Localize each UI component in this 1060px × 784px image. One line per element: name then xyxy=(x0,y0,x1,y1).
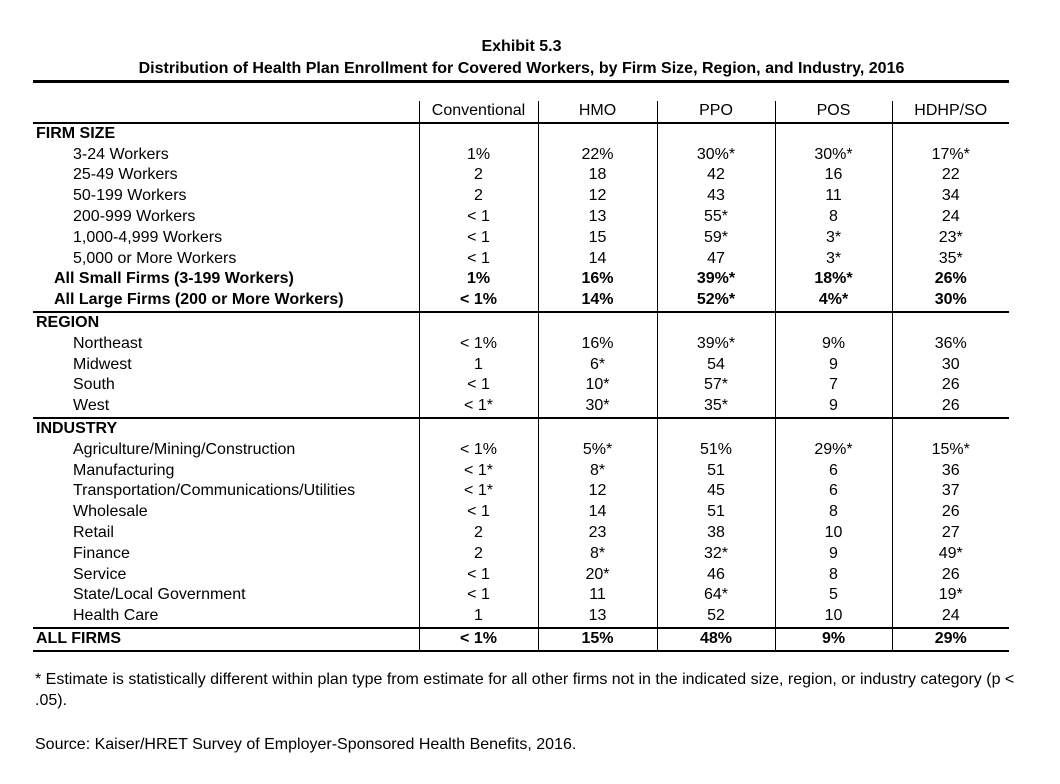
table-cell: 8 xyxy=(775,565,892,586)
table-cell: 8 xyxy=(775,207,892,228)
table-cell: 1% xyxy=(419,269,538,290)
table-row xyxy=(33,565,1009,586)
table-cell: 39%* xyxy=(657,269,775,290)
table-cell: 19* xyxy=(892,585,1009,606)
table-cell: 7 xyxy=(775,375,892,396)
table-cell: 26 xyxy=(892,565,1009,586)
table-cell: 16% xyxy=(538,334,657,355)
table-cell: < 1% xyxy=(419,628,538,651)
row-label: Agriculture/Mining/Construction xyxy=(73,440,296,458)
table-cell: 29% xyxy=(892,628,1009,651)
table-row xyxy=(33,334,1009,355)
table-cell: 37 xyxy=(892,481,1009,502)
table-cell: 34 xyxy=(892,186,1009,207)
table-cell: 23* xyxy=(892,228,1009,249)
table-row xyxy=(33,375,1009,396)
table-cell: < 1* xyxy=(419,396,538,418)
table-cell xyxy=(892,312,1009,334)
table-cell: 15% xyxy=(538,628,657,651)
table-cell: 8* xyxy=(538,544,657,565)
table-cell: 12 xyxy=(538,481,657,502)
table-cell: 1 xyxy=(419,606,538,628)
row-label: State/Local Government xyxy=(73,586,246,604)
table-cell: 6* xyxy=(538,355,657,376)
table-cell: 36% xyxy=(892,334,1009,355)
table-cell xyxy=(538,123,657,145)
table-cell: 51 xyxy=(657,461,775,482)
table-cell xyxy=(538,312,657,334)
table-cell: 10 xyxy=(775,523,892,544)
table-cell: < 1 xyxy=(419,207,538,228)
table-row xyxy=(33,585,1009,606)
table-cell: < 1 xyxy=(419,585,538,606)
table-cell: 9 xyxy=(775,544,892,565)
table-cell xyxy=(419,418,538,440)
table-cell: 26 xyxy=(892,375,1009,396)
table-cell: 35* xyxy=(892,249,1009,270)
section-label: REGION xyxy=(36,313,100,331)
subtotal-label: All Large Firms (200 or More Workers) xyxy=(33,290,419,312)
table-cell: 39%* xyxy=(657,334,775,355)
table-row xyxy=(33,207,1009,228)
column-header: POS xyxy=(775,101,892,123)
table-cell xyxy=(657,123,775,145)
title-rule xyxy=(33,80,1009,83)
table-row xyxy=(33,186,1009,207)
table-cell: 2 xyxy=(419,523,538,544)
section-header-row xyxy=(33,312,1009,334)
row-label: Wholesale xyxy=(73,503,148,521)
table-cell: 26% xyxy=(892,269,1009,290)
table-cell: 47 xyxy=(657,249,775,270)
table-row xyxy=(33,523,1009,544)
table-cell: < 1 xyxy=(419,565,538,586)
subtotal-label: All Small Firms (3-199 Workers) xyxy=(54,270,294,288)
table-cell: 51 xyxy=(657,502,775,523)
table-cell: 45 xyxy=(657,481,775,502)
table-cell: 49* xyxy=(892,544,1009,565)
table-cell xyxy=(775,123,892,145)
table-cell: 6 xyxy=(775,481,892,502)
row-label: Northeast xyxy=(73,334,143,352)
table-cell: 30%* xyxy=(775,145,892,166)
table-cell: 11 xyxy=(538,585,657,606)
table-cell: 12 xyxy=(538,186,657,207)
table-cell: 4%* xyxy=(775,290,892,312)
table-cell: 14 xyxy=(538,502,657,523)
table-row xyxy=(33,396,1009,418)
column-header: PPO xyxy=(657,101,775,123)
table-cell: 2 xyxy=(419,165,538,186)
table-cell: < 1* xyxy=(419,481,538,502)
table-cell: 9 xyxy=(775,355,892,376)
table-cell: 64* xyxy=(657,585,775,606)
row-label: Transportation/Communications/Utilities xyxy=(73,482,356,500)
exhibit-subtitle: Distribution of Health Plan Enrollment for Covered Workers, by Firm Size, Region, and Industry, 2016 xyxy=(138,60,905,77)
table-cell: 16 xyxy=(775,165,892,186)
row-label: 50-199 Workers xyxy=(73,187,187,205)
table-cell: 35* xyxy=(657,396,775,418)
table-cell: 46 xyxy=(657,565,775,586)
table-row xyxy=(33,502,1009,523)
row-label: 5,000 or More Workers xyxy=(73,249,237,267)
table-cell xyxy=(419,312,538,334)
column-header: Conventional xyxy=(419,101,538,123)
table-cell: 30%* xyxy=(657,145,775,166)
section-header-row xyxy=(33,418,1009,440)
table-cell: 30 xyxy=(892,355,1009,376)
row-label: 1,000-4,999 Workers xyxy=(73,228,223,246)
table-cell: 10* xyxy=(538,375,657,396)
table-row xyxy=(33,145,1009,166)
table-cell: 3* xyxy=(775,228,892,249)
table-cell: 24 xyxy=(892,207,1009,228)
table-row xyxy=(33,355,1009,376)
total-row xyxy=(33,628,1009,651)
table-cell: 29%* xyxy=(775,440,892,461)
table-cell: 1% xyxy=(419,145,538,166)
table-body xyxy=(33,123,1009,651)
row-label: 25-49 Workers xyxy=(73,166,178,184)
row-label: 3-24 Workers xyxy=(73,145,169,163)
section-label: INDUSTRY xyxy=(36,419,118,437)
table-cell: 9 xyxy=(775,396,892,418)
table-cell: 15%* xyxy=(892,440,1009,461)
row-label: Manufacturing xyxy=(73,461,175,479)
table-cell: 9% xyxy=(775,334,892,355)
table-cell: < 1* xyxy=(419,461,538,482)
row-label: 200-999 Workers xyxy=(73,207,196,225)
table-cell: 11 xyxy=(775,186,892,207)
table-cell: 54 xyxy=(657,355,775,376)
table-cell: 55* xyxy=(657,207,775,228)
row-label: Service xyxy=(73,565,127,583)
table-cell: 48% xyxy=(657,628,775,651)
table-cell xyxy=(538,418,657,440)
subtotal-row xyxy=(33,290,1009,312)
table-cell: 17%* xyxy=(892,145,1009,166)
table-cell: 5 xyxy=(775,585,892,606)
row-label: Finance xyxy=(73,544,130,562)
table-row xyxy=(33,249,1009,270)
column-header: HDHP/SO xyxy=(892,101,1009,123)
table-cell: 1 xyxy=(419,355,538,376)
table-cell: 30* xyxy=(538,396,657,418)
table-cell: < 1% xyxy=(419,290,538,312)
table-cell: 51% xyxy=(657,440,775,461)
table-cell: 42 xyxy=(657,165,775,186)
table-cell: < 1% xyxy=(419,440,538,461)
column-header: HMO xyxy=(538,101,657,123)
table-cell: 9% xyxy=(775,628,892,651)
table-cell: 18 xyxy=(538,165,657,186)
table-cell xyxy=(657,312,775,334)
table-cell: 57* xyxy=(657,375,775,396)
section-label: FIRM SIZE xyxy=(36,124,116,142)
subtotal-row xyxy=(33,269,1009,290)
table-cell: 32* xyxy=(657,544,775,565)
row-label: Health Care xyxy=(33,606,419,628)
exhibit-title: Exhibit 5.3 xyxy=(481,38,562,55)
table-cell xyxy=(892,123,1009,145)
table-cell: 14% xyxy=(538,290,657,312)
table-cell: < 1 xyxy=(419,375,538,396)
table-cell: 3* xyxy=(775,249,892,270)
table-cell: 13 xyxy=(538,207,657,228)
table-cell xyxy=(892,418,1009,440)
table-row xyxy=(33,461,1009,482)
row-label: West xyxy=(33,396,419,418)
table-cell: 26 xyxy=(892,502,1009,523)
table-cell: < 1 xyxy=(419,228,538,249)
table-cell: 38 xyxy=(657,523,775,544)
table-cell: < 1 xyxy=(419,502,538,523)
table-row xyxy=(33,228,1009,249)
table-cell: 52 xyxy=(657,606,775,628)
table-cell: 13 xyxy=(538,606,657,628)
table-cell: 24 xyxy=(892,606,1009,628)
table-cell xyxy=(419,123,538,145)
row-label: Retail xyxy=(73,523,114,541)
table-cell: 5%* xyxy=(538,440,657,461)
table-cell: 36 xyxy=(892,461,1009,482)
table-cell xyxy=(775,418,892,440)
table-row xyxy=(33,544,1009,565)
footnote: * Estimate is statistically different within plan type from estimate for all other firms not in the indicated size, region, or industry category (p < .05). xyxy=(35,671,1015,709)
table-cell: 2 xyxy=(419,544,538,565)
table-cell: 8 xyxy=(775,502,892,523)
section-header-row xyxy=(33,123,1009,145)
table-cell: 23 xyxy=(538,523,657,544)
table-cell: 22% xyxy=(538,145,657,166)
table-cell: 43 xyxy=(657,186,775,207)
total-label: ALL FIRMS xyxy=(33,628,419,651)
table-cell: 14 xyxy=(538,249,657,270)
table-cell: 10 xyxy=(775,606,892,628)
enrollment-table xyxy=(33,101,1009,652)
table-row xyxy=(33,440,1009,461)
table-cell: 59* xyxy=(657,228,775,249)
table-cell: 8* xyxy=(538,461,657,482)
header-row xyxy=(33,101,1009,123)
source-note: Source: Kaiser/HRET Survey of Employer-Sponsored Health Benefits, 2016. xyxy=(35,736,577,753)
table-cell: 52%* xyxy=(657,290,775,312)
header-blank xyxy=(33,101,419,123)
table-cell: < 1 xyxy=(419,249,538,270)
table-cell: 15 xyxy=(538,228,657,249)
table-cell: 18%* xyxy=(775,269,892,290)
row-label: South xyxy=(73,376,115,394)
table-row xyxy=(33,165,1009,186)
table-cell: < 1% xyxy=(419,334,538,355)
table-cell: 27 xyxy=(892,523,1009,544)
row-label: Midwest xyxy=(73,355,132,373)
table-row xyxy=(33,481,1009,502)
table-cell: 22 xyxy=(892,165,1009,186)
table-cell xyxy=(775,312,892,334)
table-cell: 2 xyxy=(419,186,538,207)
table-cell: 6 xyxy=(775,461,892,482)
table-cell: 20* xyxy=(538,565,657,586)
table-cell xyxy=(657,418,775,440)
table-cell: 26 xyxy=(892,396,1009,418)
table-cell: 30% xyxy=(892,290,1009,312)
table-cell: 16% xyxy=(538,269,657,290)
table-row xyxy=(33,606,1009,628)
